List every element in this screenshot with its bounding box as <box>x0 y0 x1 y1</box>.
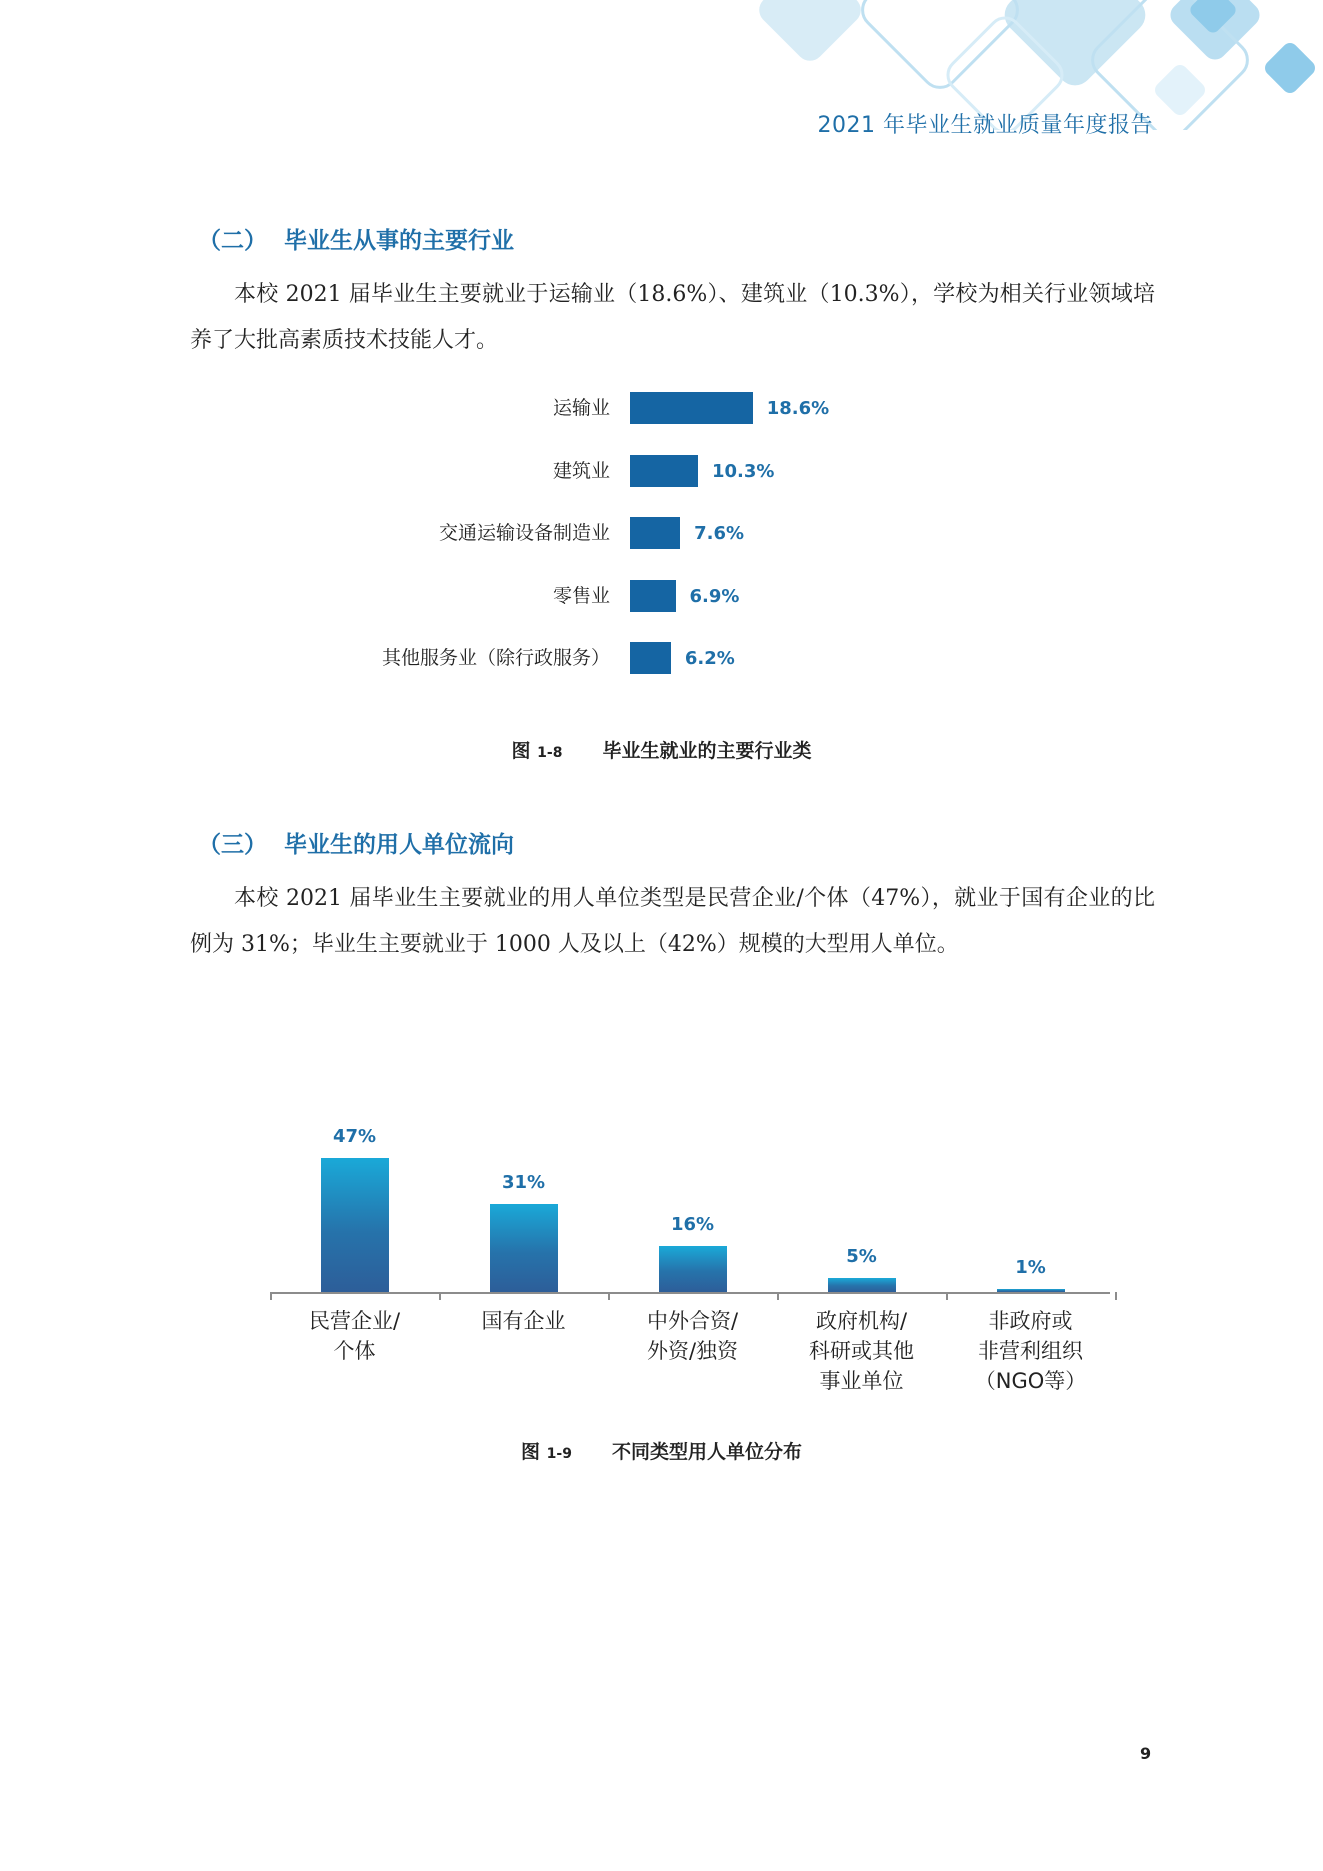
figure-caption <box>0 1437 1323 1464</box>
chart-row <box>300 642 1000 682</box>
section-number: （二） <box>198 227 267 254</box>
section-heading <box>198 826 514 859</box>
category-label: 中外合资/ 外资/独资 <box>646 1309 739 1363</box>
section-title: 毕业生的用人单位流向 <box>284 831 514 858</box>
category-label: 运输业 <box>552 397 610 419</box>
category-label: 交通运输设备制造业 <box>438 522 610 544</box>
section-title: 毕业生从事的主要行业 <box>284 227 514 254</box>
category-label: 建筑业 <box>552 459 610 482</box>
data-label: 16% <box>670 1214 715 1236</box>
axis-tick <box>946 1292 948 1300</box>
bar <box>630 580 676 612</box>
chart-row <box>300 455 1000 495</box>
category-label: 其他服务业（除行政服务） <box>381 647 610 669</box>
figure-number: 图 1-9 <box>521 1441 572 1463</box>
bar <box>321 1158 389 1292</box>
category-label: 非政府或 非营利组织 （NGO等） <box>974 1309 1087 1393</box>
chart-row <box>300 580 1000 620</box>
figure-title: 不同类型用人单位分布 <box>611 1441 802 1463</box>
axis-tick <box>439 1292 441 1300</box>
category-label: 零售业 <box>552 584 610 607</box>
page-number: 9 <box>1140 1744 1152 1763</box>
category-label: 民营企业/ 个体 <box>308 1309 401 1363</box>
section-number: （三） <box>198 831 267 858</box>
bar <box>630 517 680 549</box>
bar <box>828 1278 896 1292</box>
figure-title: 毕业生就业的主要行业类 <box>602 740 812 762</box>
data-label: 47% <box>332 1126 377 1148</box>
section-heading <box>198 222 514 255</box>
bar <box>630 392 753 424</box>
axis-tick <box>1115 1292 1117 1300</box>
bar <box>630 642 671 674</box>
bar <box>490 1204 558 1292</box>
industry-bar-chart <box>300 392 1000 702</box>
data-label: 1% <box>1015 1257 1046 1279</box>
report-header-title: 2021 年毕业生就业质量年度报告 <box>817 113 1153 138</box>
section-paragraph: 本校 2021 届毕业生主要就业于运输业（18.6%）、建筑业（10.3%），学校为相关行业领域培养了大批高素质技术技能人才。 <box>190 282 1155 353</box>
category-label: 政府机构/ 科研或其他 事业单位 <box>809 1309 914 1393</box>
data-label: 5% <box>846 1245 877 1267</box>
section-paragraph: 本校 2021 届毕业生主要就业的用人单位类型是民营企业/个体（47%），就业于国有企业的比例为 31%；毕业生主要就业于 1000 人及以上（42%）规模的大型用人单位。 <box>190 886 1155 957</box>
data-label: 6.9% <box>689 585 740 607</box>
data-label: 10.3% <box>711 460 775 482</box>
axis-tick <box>270 1292 272 1300</box>
chart-row <box>300 517 1000 557</box>
bar <box>630 455 698 487</box>
figure-number: 图 1-8 <box>511 740 563 762</box>
data-label: 18.6% <box>766 398 830 419</box>
bar <box>659 1246 727 1292</box>
chart-row <box>300 392 1000 432</box>
category-label: 国有企业 <box>481 1309 566 1333</box>
employer-type-bar-chart <box>260 1110 1120 1410</box>
data-label: 7.6% <box>694 523 745 544</box>
data-label: 6.2% <box>684 648 735 669</box>
figure-caption <box>0 736 1323 763</box>
bar <box>997 1289 1065 1292</box>
axis-tick <box>608 1292 610 1300</box>
data-label: 31% <box>501 1171 546 1193</box>
axis-tick <box>777 1292 779 1300</box>
x-axis <box>270 1292 1110 1294</box>
